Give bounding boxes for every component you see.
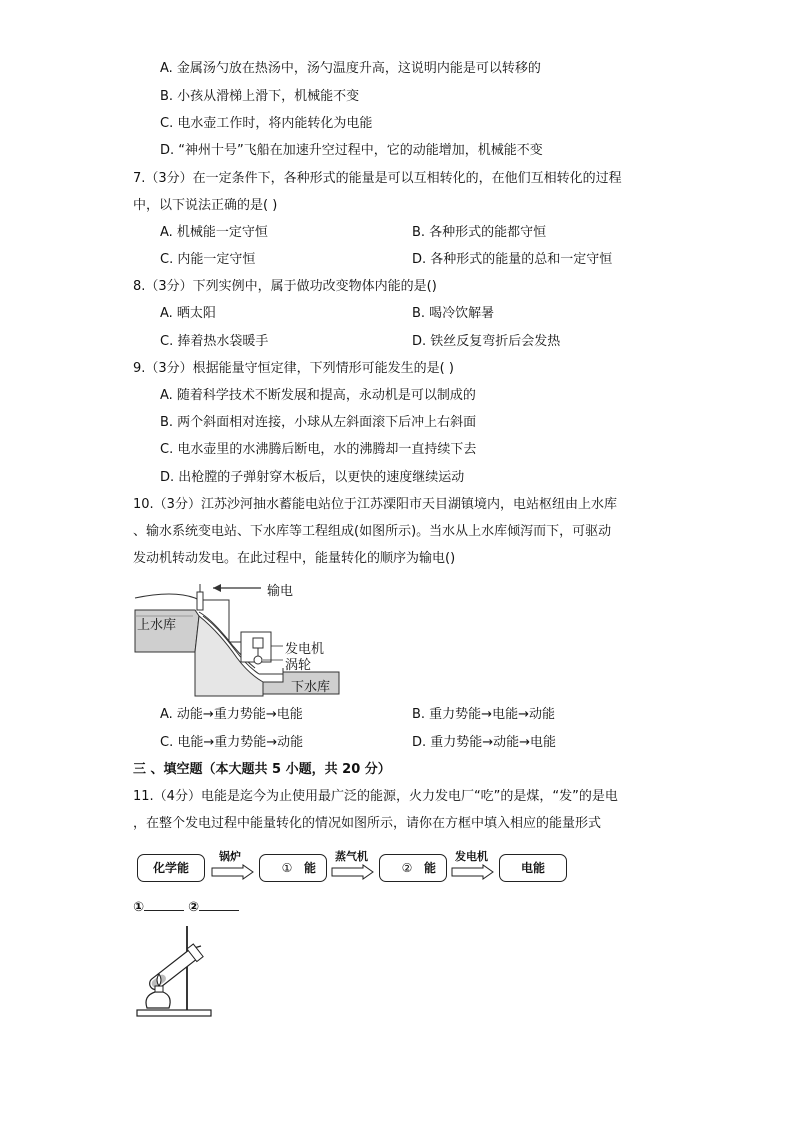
- flow-box-blank-2: [379, 854, 447, 882]
- figure-label-lower-reservoir: 下水库: [291, 680, 331, 695]
- flow-box-blank-1: [259, 854, 327, 882]
- q7-option-b: B. 各种形式的能都守恒: [412, 225, 547, 240]
- q6-option-a: A. 金属汤勺放在热汤中，汤勺温度升高，这说明内能是可以转移的: [160, 61, 541, 76]
- figure-label-generator: 发电机: [285, 642, 325, 657]
- figure-label-transmission: 输电: [267, 584, 294, 599]
- q10-option-b: B. 重力势能→电能→动能: [412, 707, 555, 722]
- answer-blank-1-label: ①: [133, 900, 145, 915]
- q7-option-d: D. 各种形式的能量的总和一定守恒: [412, 252, 613, 267]
- q10-option-d: D. 重力势能→动能→电能: [412, 735, 557, 750]
- q11-stem-line1: 11.（4分）电能是迄今为止使用最广泛的能源，火力发电厂“吃”的是煤，“发”的是电: [133, 789, 618, 804]
- flow-box-chemical: 化学能: [137, 854, 205, 882]
- q10-option-c: C. 电能→重力势能→动能: [160, 735, 304, 750]
- q9-option-d: D. 出枪膛的子弹射穿木板后，以更快的速度继续运动: [160, 470, 465, 485]
- q11-stem-line2: ，在整个发电过程中能量转化的情况如图所示，请你在方框中填入相应的能量形式: [133, 816, 602, 831]
- flow-arrow-3-icon: [451, 864, 495, 880]
- flow-label-generator: 发电机: [455, 850, 488, 863]
- q6-option-d: D. “神州十号”飞船在加速升空过程中，它的动能增加，机械能不变: [160, 143, 543, 158]
- flow-label-boiler: 锅炉: [219, 850, 241, 863]
- q7-option-a: A. 机械能一定守恒: [160, 225, 268, 240]
- test-tube-stand-illustration: [133, 922, 215, 1020]
- q9-option-a: A. 随着科学技术不断发展和提高，永动机是可以制成的: [160, 388, 476, 403]
- q8-option-d: D. 铁丝反复弯折后会发热: [412, 334, 561, 349]
- flow-blank-2-number: ②: [390, 855, 424, 882]
- q10-stem-line1: 10.（3分）江苏沙河抽水蓄能电站位于江苏溧阳市天目湖镇境内，电站枢纽由上水库: [133, 497, 617, 512]
- flow-blank-1-suffix: 能: [303, 861, 316, 875]
- figure-label-upper-reservoir: 上水库: [137, 618, 177, 633]
- q11-answer-blanks: [133, 900, 239, 915]
- flow-arrow-2-icon: [331, 864, 375, 880]
- answer-blank-2[interactable]: [199, 910, 239, 911]
- q10-figure-pumped-storage: [133, 576, 343, 700]
- q10-stem-line3: 发动机转动发电。在此过程中，能量转化的顺序为输电(): [133, 551, 456, 566]
- q6-option-b: B. 小孩从滑梯上滑下，机械能不变: [160, 89, 360, 104]
- q10-option-a: A. 动能→重力势能→电能: [160, 707, 303, 722]
- q7-stem-line1: 7.（3分）在一定条件下，各种形式的能量是可以互相转化的，在他们互相转化的过程: [133, 171, 622, 186]
- flow-blank-2-suffix: 能: [423, 861, 436, 875]
- answer-blank-1[interactable]: [144, 910, 184, 911]
- flow-arrow-1-icon: [211, 864, 255, 880]
- q8-stem: 8.（3分）下列实例中，属于做功改变物体内能的是(): [133, 279, 437, 294]
- q7-option-c: C. 内能一定守恒: [160, 252, 256, 267]
- q10-stem-line2: 、输水系统变电站、下水库等工程组成(如图所示)。当水从上水库倾泻而下，可驱动: [133, 524, 612, 539]
- flow-box-electric: 电能: [499, 854, 567, 882]
- q8-option-c: C. 捧着热水袋暖手: [160, 334, 269, 349]
- flow-label-steam-engine: 蒸气机: [335, 850, 368, 863]
- answer-blank-2-label: ②: [188, 900, 200, 915]
- figure-label-turbine: 涡轮: [285, 658, 312, 673]
- q9-option-b: B. 两个斜面相对连接，小球从左斜面滚下后冲上右斜面: [160, 415, 477, 430]
- q11-energy-flow-diagram: [133, 848, 573, 888]
- q8-option-b: B. 喝冷饮解暑: [412, 306, 495, 321]
- section-title-fill-in: 三 、填空题（本大题共 5 小题，共 20 分）: [133, 762, 391, 777]
- q9-option-c: C. 电水壶里的水沸腾后断电，水的沸腾却一直持续下去: [160, 442, 477, 457]
- q7-stem-line2: 中，以下说法正确的是( ): [133, 198, 278, 213]
- lab-apparatus-figure: [133, 922, 215, 1020]
- q6-option-c: C. 电水壶工作时，将内能转化为电能: [160, 116, 373, 131]
- q8-option-a: A. 晒太阳: [160, 306, 216, 321]
- q9-stem: 9.（3分）根据能量守恒定律，下列情形可能发生的是( ): [133, 361, 454, 376]
- flow-blank-1-number: ①: [270, 855, 304, 882]
